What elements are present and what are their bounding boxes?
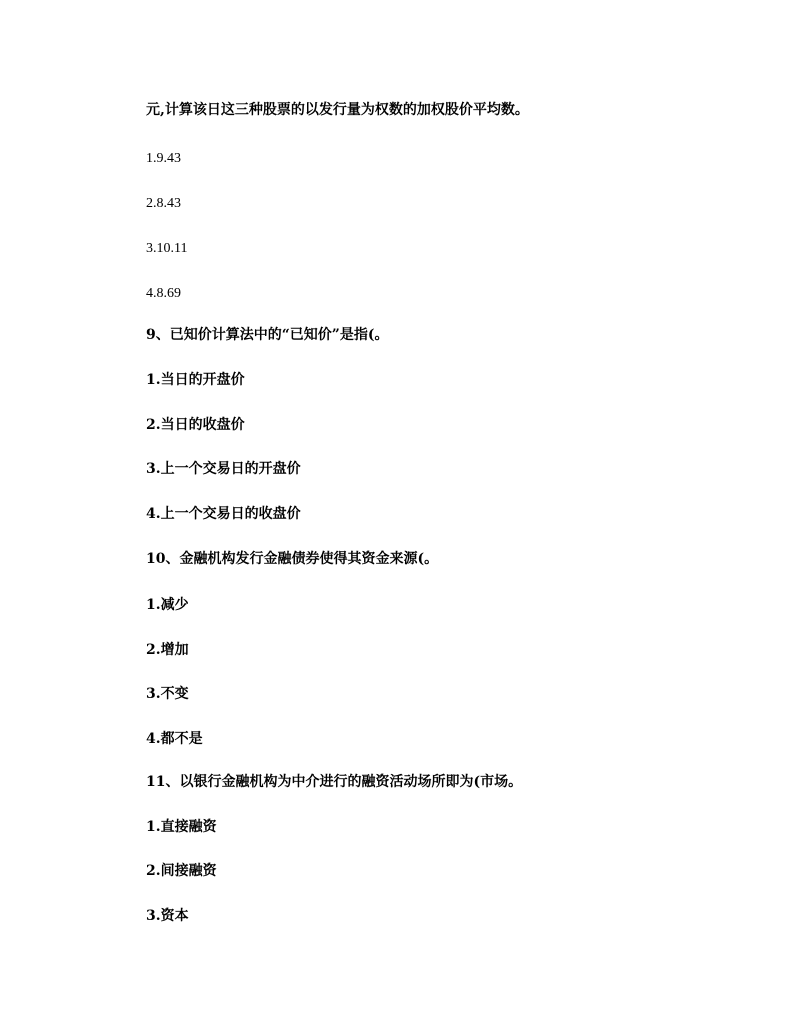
option-1: 1.直接融资 — [146, 819, 217, 835]
option-2: 2.当日的收盘价 — [146, 417, 245, 433]
option-4: 4.8.69 — [146, 286, 181, 301]
question-text-continuation: 元,计算该日这三种股票的以发行量为权数的加权股价平均数。 — [146, 102, 529, 118]
question-10: 10、金融机构发行金融债券使得其资金来源(。 — [146, 551, 439, 567]
option-1: 1.当日的开盘价 — [146, 372, 245, 388]
option-4: 4.都不是 — [146, 731, 203, 747]
option-4: 4.上一个交易日的收盘价 — [146, 506, 301, 522]
question-11: 11、以银行金融机构为中介进行的融资活动场所即为(市场。 — [146, 774, 523, 790]
option-1: 1.9.43 — [146, 151, 181, 166]
option-2: 2.间接融资 — [146, 863, 217, 879]
question-9: 9、已知价计算法中的“已知价”是指(。 — [146, 327, 389, 343]
option-3: 3.10.11 — [146, 241, 188, 256]
option-2: 2.8.43 — [146, 196, 181, 211]
option-1: 1.减少 — [146, 597, 189, 613]
option-3: 3.不变 — [146, 686, 189, 702]
option-3: 3.上一个交易日的开盘价 — [146, 461, 301, 477]
option-2: 2.增加 — [146, 642, 189, 658]
option-3: 3.资本 — [146, 908, 189, 924]
